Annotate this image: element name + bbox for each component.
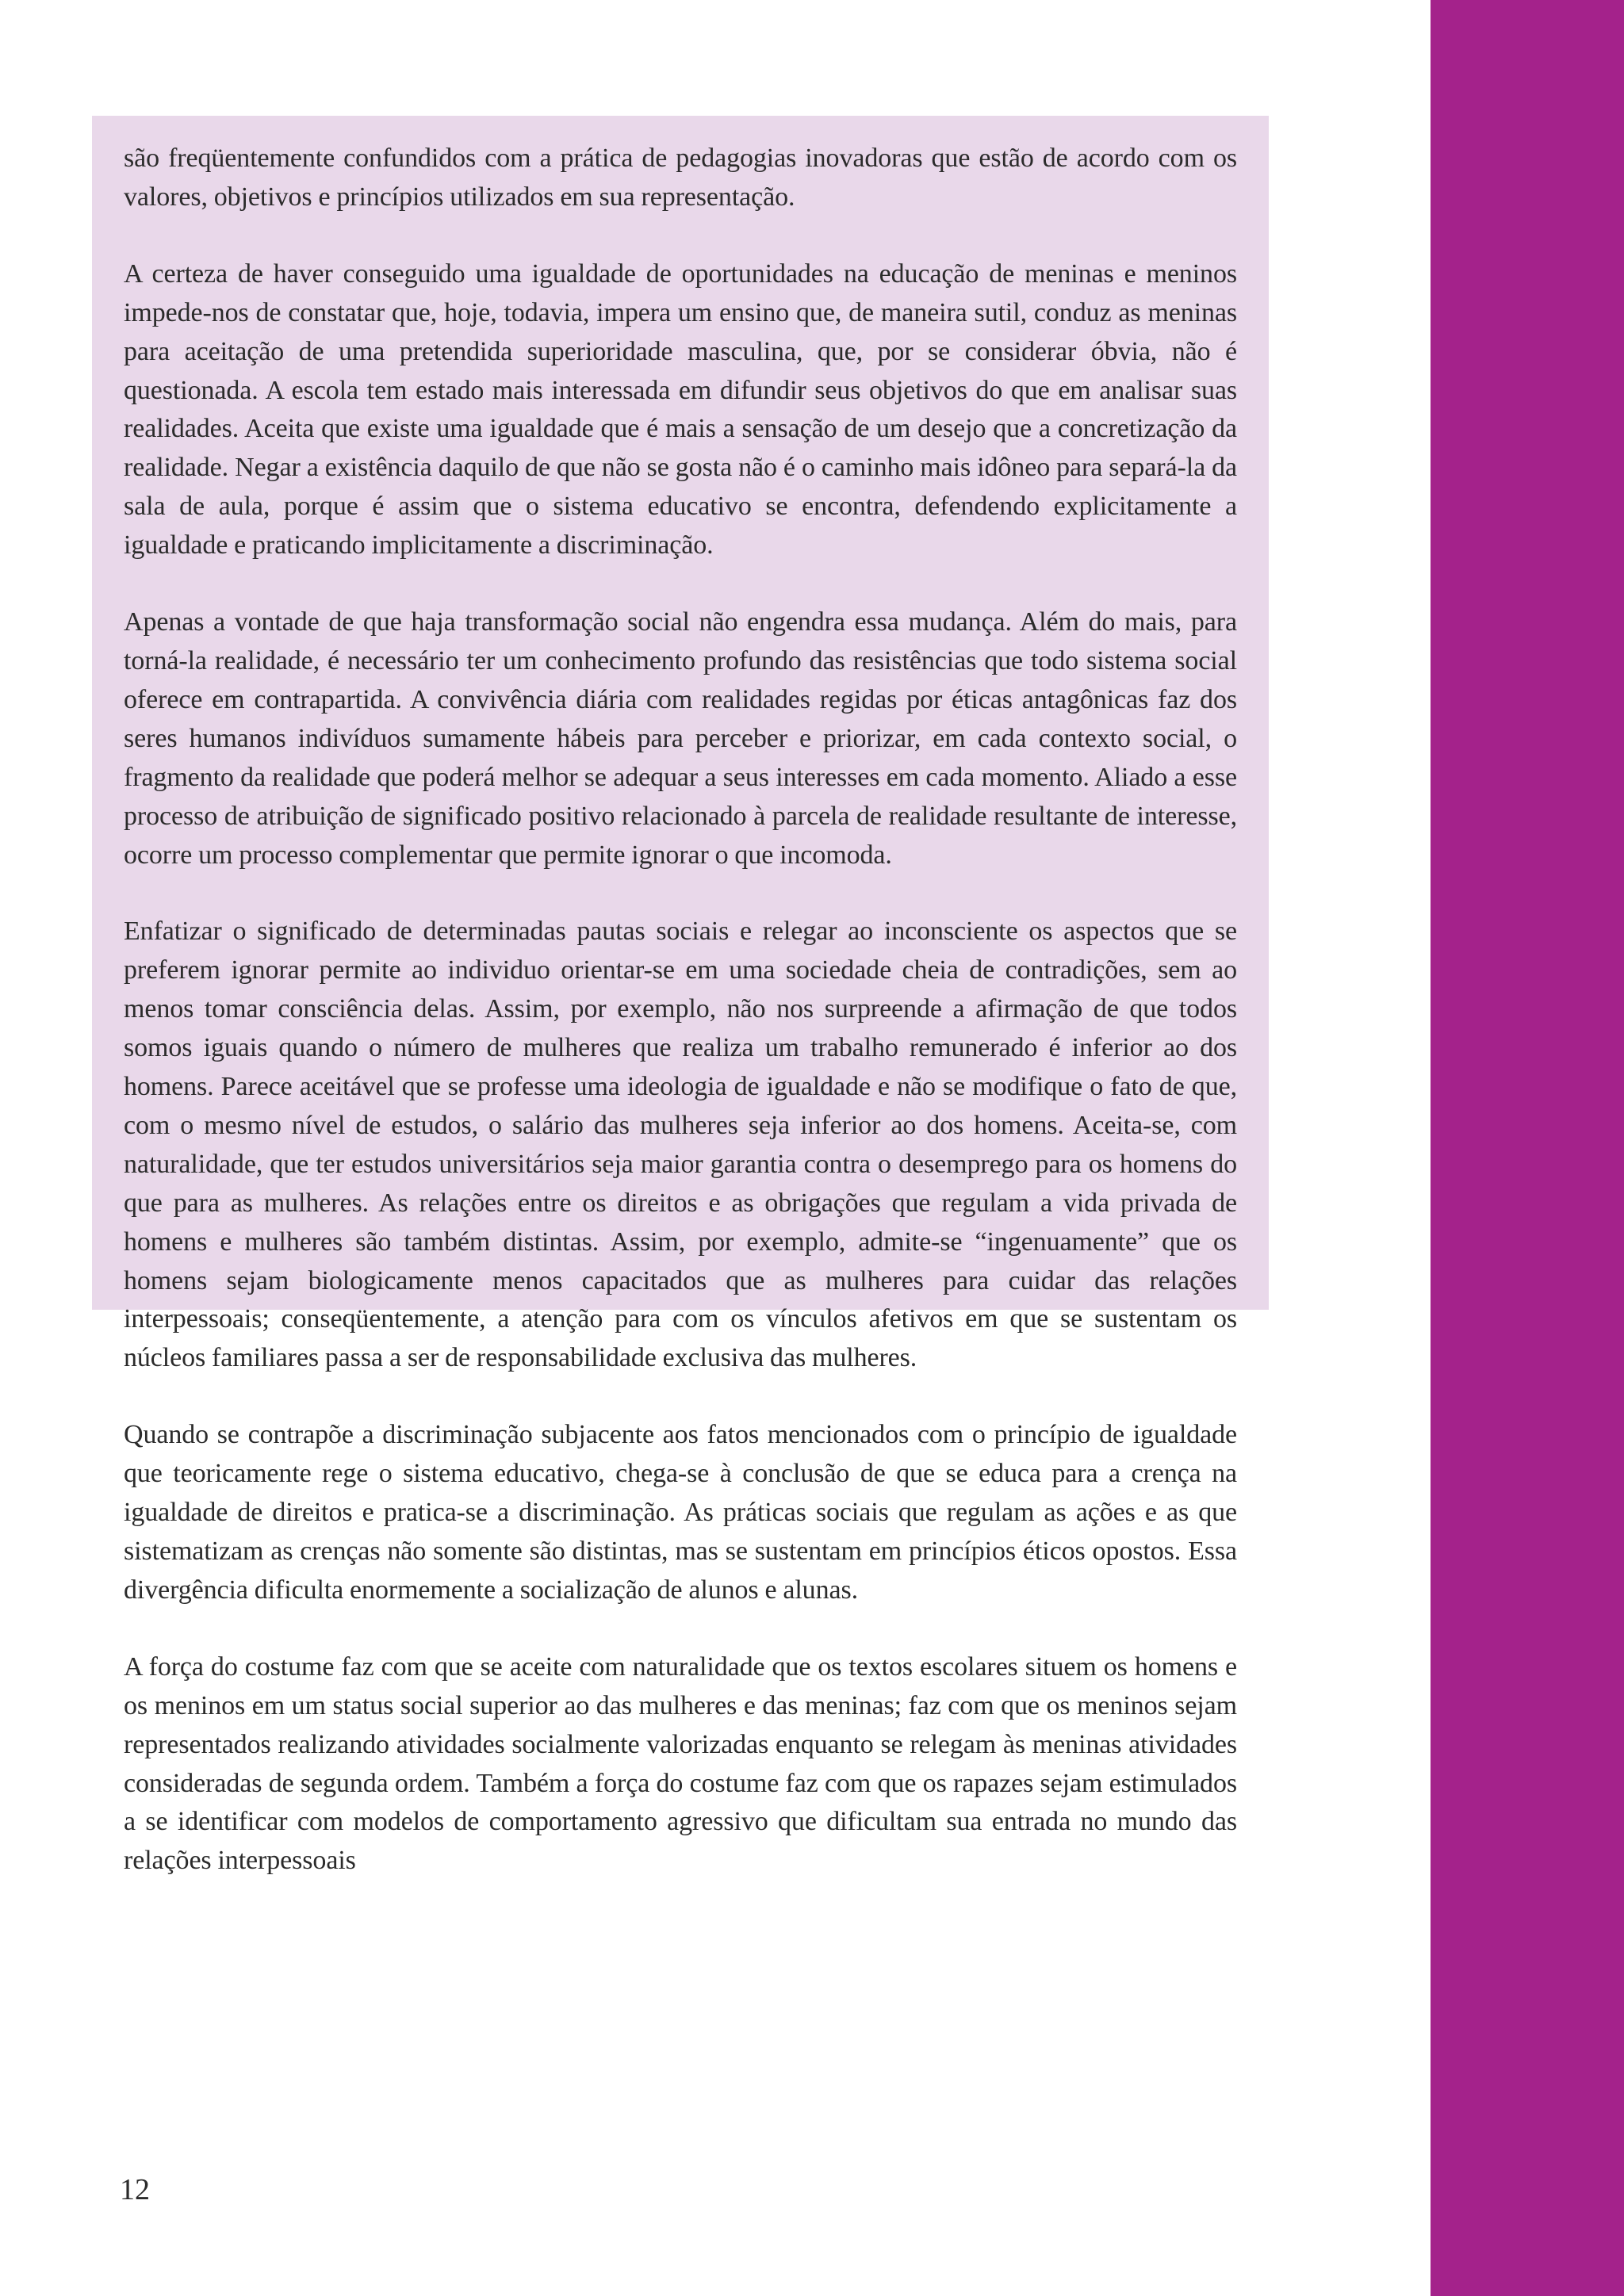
decorative-side-band [1431, 0, 1624, 2296]
paragraph-4: Enfatizar o significado de determinadas pautas sociais e relegar ao inconsciente os aspectos que se preferem ignorar permite ao individuo orientar-se em uma sociedade cheia de contradições, sem ao menos tomar consciência delas. Assim, por exemplo, não nos surpreende a afirmação de que todos somos iguais quando o número de mulheres que realiza um trabalho remunerado é inferior ao dos homens. Parece aceitável que se professe uma ideologia de igualdade e não se modifique o fato de que, com o mesmo nível de estudos, o salário das mulheres seja inferior ao dos homens. Aceita-se, com naturalidade, que ter estudos universitários seja maior garantia contra o desemprego para os homens do que para as mulheres. As relações entre os direitos e as obrigações que regulam a vida privada de homens e mulheres são também distintas. Assim, por exemplo, admite-se “ingenuamente” que os homens sejam biologicamente menos capacitados que as mulheres para cuidar das relações interpessoais; conseqüentemente, a atenção para com os vínculos afetivos em que se sustentam os núcleos familiares passa a ser de responsabilidade exclusiva das mulheres. [124, 916, 1237, 1373]
paragraph-5: Quando se contrapõe a discriminação subjacente aos fatos mencionados com o princípio de igualdade que teoricamente rege o sistema educativo, chega-se à conclusão de que se educa para a crença na igualdade de direitos e pratica-se a discriminação. As práticas sociais que regulam as ações e as que sistematizam as crenças não somente são distintas, mas se sustentam em princípios éticos opostos. Essa divergência dificulta enormemente a socialização de alunos e alunas. [124, 1420, 1237, 1605]
paragraph-6: A força do costume faz com que se aceite com naturalidade que os textos escolares situem os homens e os meninos em um status social superior ao das mulheres e das meninas; faz com que os meninos sejam representados realizando atividades socialmente valorizadas enquanto se relegam às meninas atividades consideradas de segunda ordem. Também a força do costume faz com que os rapazes sejam estimulados a se identificar com modelos de comportamento agressivo que dificultam sua entrada no mundo das relações interpessoais [124, 1651, 1237, 1876]
text-panel [92, 116, 1269, 1876]
paragraph-2: A certeza de haver conseguido uma igualdade de oportunidades na educação de meninas e meninos impede-nos de constatar que, hoje, todavia, impera um ensino que, de maneira sutil, conduz as meninas para aceitação de uma pretendida superioridade masculina, que, por se considerar óbvia, não é questionada. A escola tem estado mais interessada em difundir seus objetivos do que em analisar suas realidades. Aceita que existe uma igualdade que é mais a sensação de um desejo que a concretização da realidade. Negar a existência daquilo de que não se gosta não é o caminho mais idôneo para separá-la da sala de aula, porque é assim que o sistema educativo se encontra, defendendo explicitamente a igualdade e praticando implicitamente a discriminação. [124, 258, 1237, 561]
paragraph-1: são freqüentemente confundidos com a prática de pedagogias inovadoras que estão de acordo com os valores, objetivos e princípios utilizados em sua representação. [124, 144, 1237, 212]
page-number: 12 [120, 2173, 150, 2206]
paragraph-3: Apenas a vontade de que haja transformação social não engendra essa mudança. Além do mais, para torná-la realidade, é necessário ter um conhecimento profundo das resistências que todo sistema social oferece em contrapartida. A convivência diária com realidades regidas por éticas antagônicas faz dos seres humanos indivíduos sumamente hábeis para perceber e priorizar, em cada contexto social, o fragmento da realidade que poderá melhor se adequar a seus interesses em cada momento. Aliado a esse processo de atribuição de significado positivo relacionado à parcela de realidade resultante de interesse, ocorre um processo complementar que permite ignorar o que incomoda. [124, 607, 1237, 870]
